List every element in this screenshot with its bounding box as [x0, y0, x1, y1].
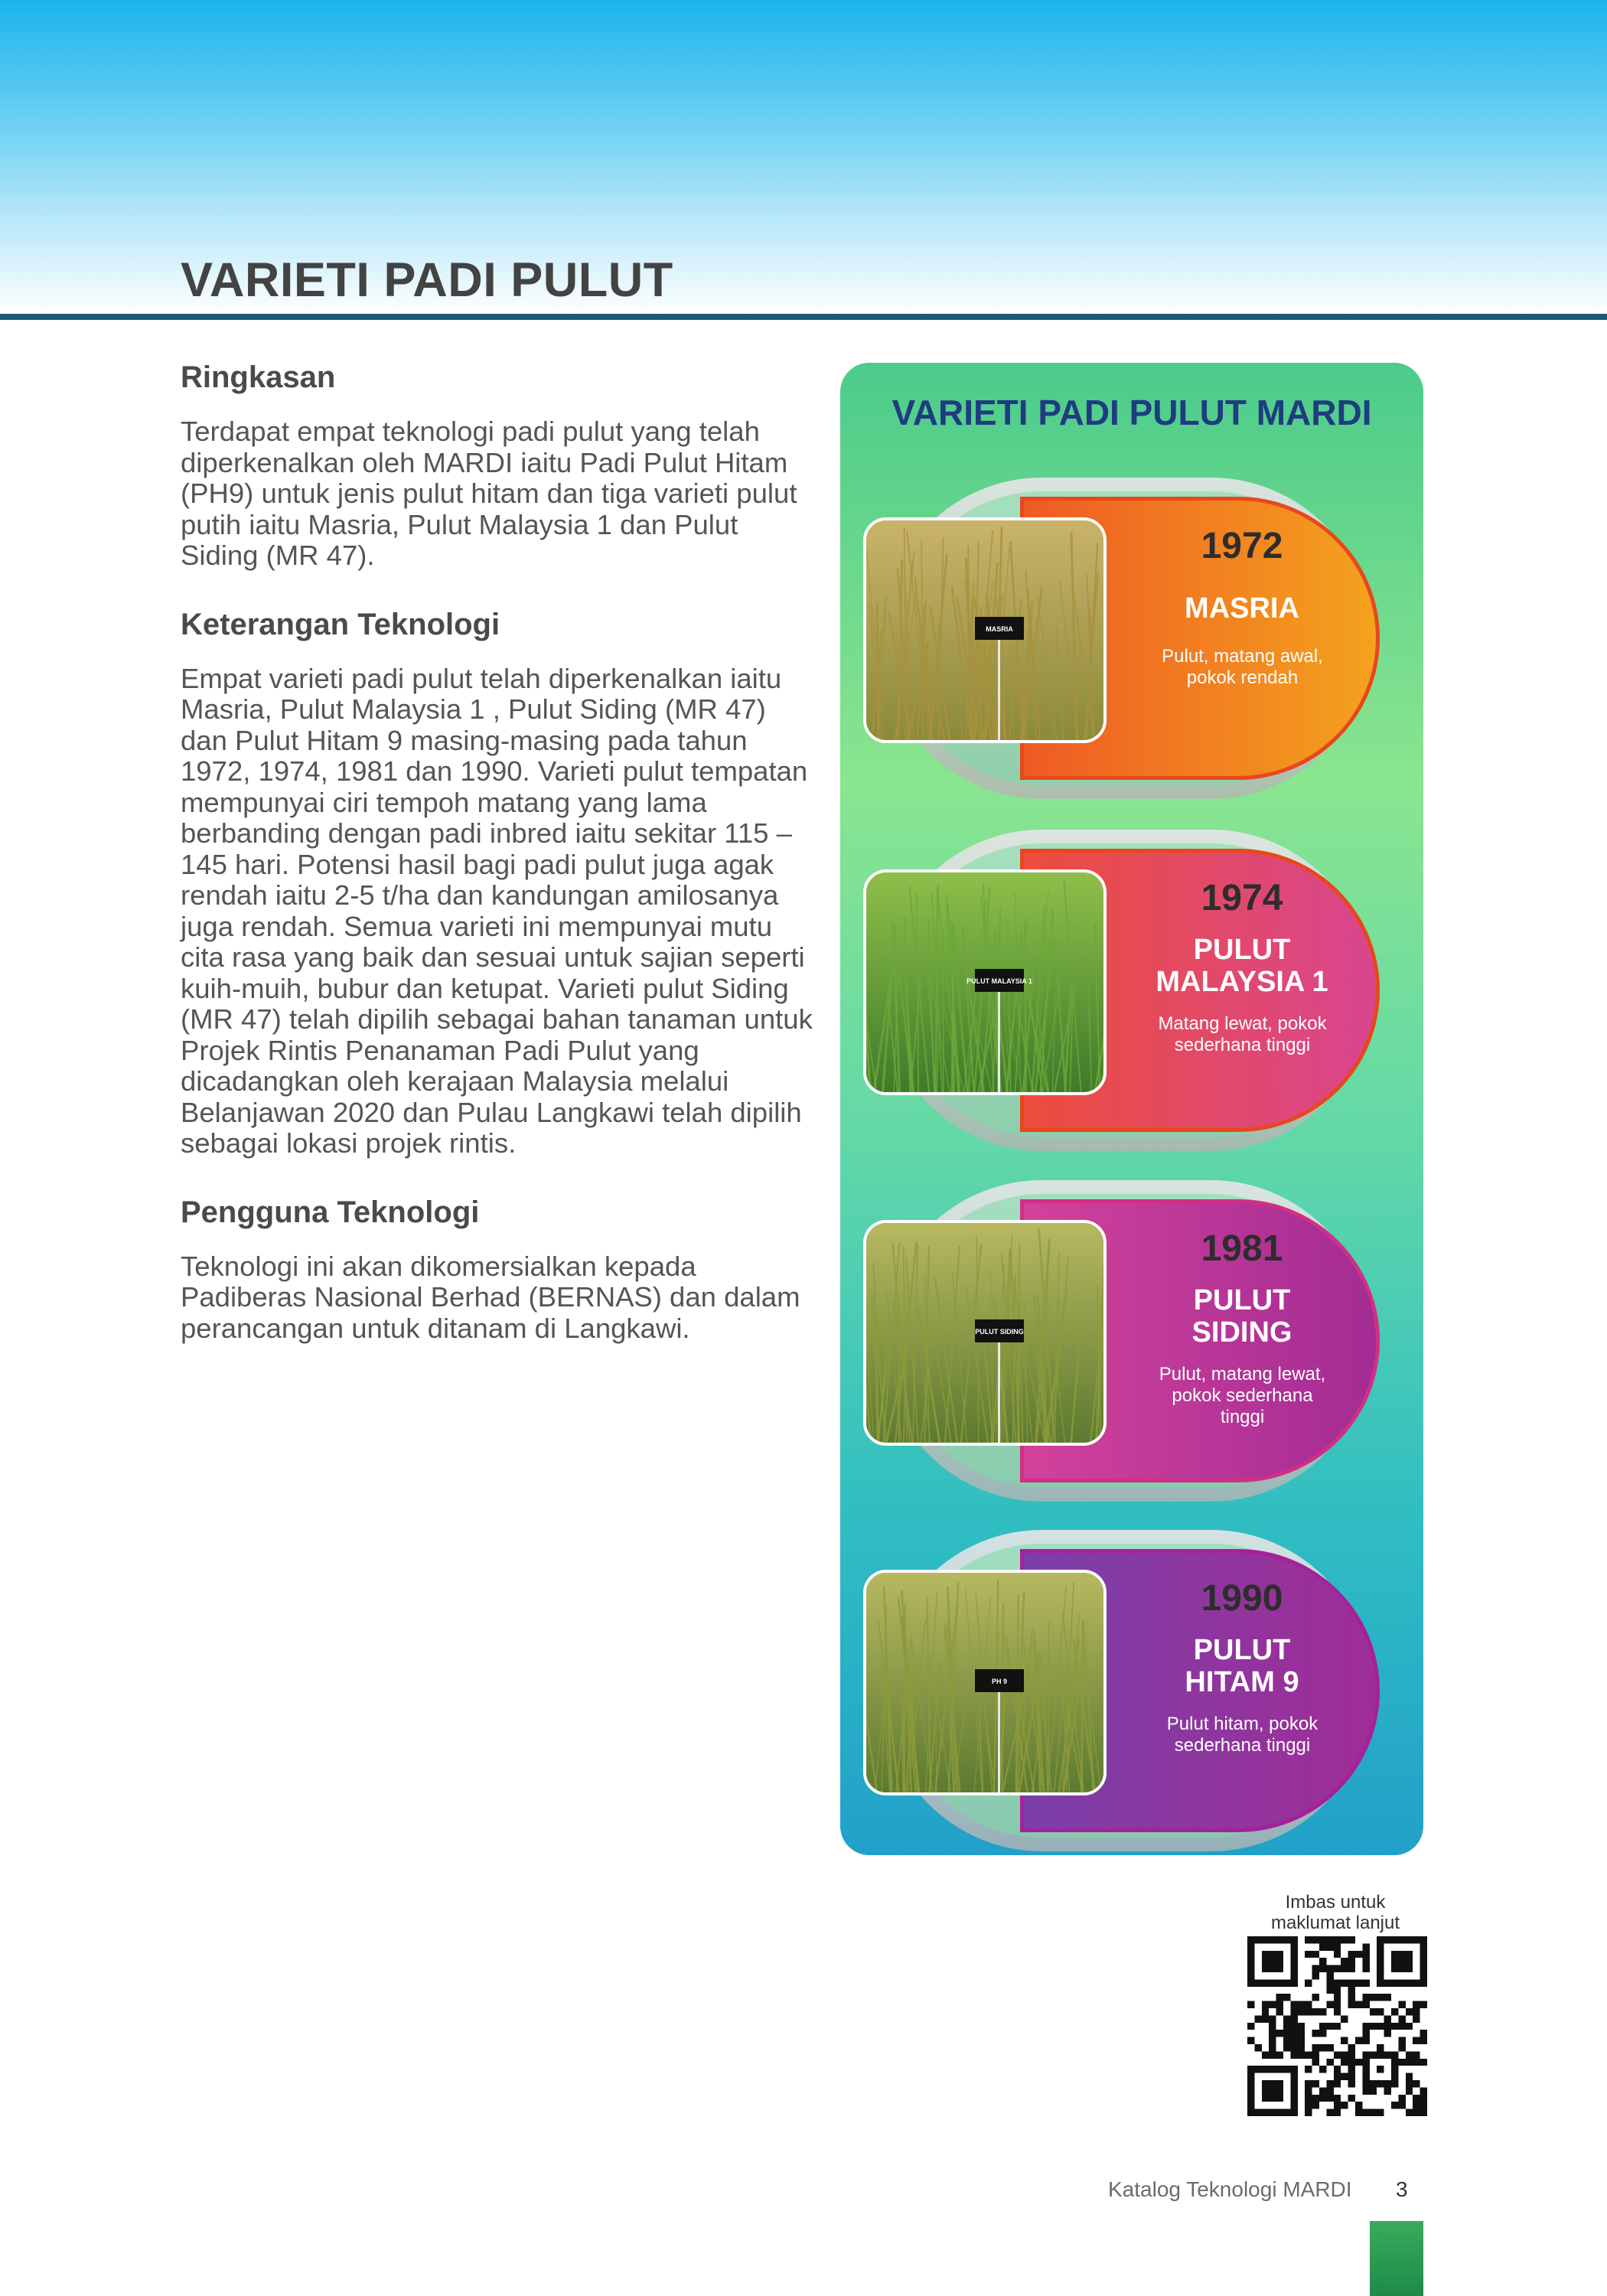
- variety-description: [1129, 1364, 1355, 1428]
- svg-text:MASRIA: MASRIA: [986, 625, 1013, 633]
- variety-name: [1123, 1634, 1361, 1698]
- variety-description-line: Pulut, matang awal,: [1162, 646, 1323, 667]
- variety-description: [1129, 1714, 1355, 1756]
- page-title: VARIETI PADI PULUT: [181, 253, 673, 307]
- title-rule: [0, 314, 1607, 320]
- section-heading-keterangan: Keterangan Teknologi: [181, 607, 500, 641]
- variety-description-line: Matang lewat, pokok: [1158, 1013, 1327, 1034]
- variety-photo: [863, 517, 1107, 743]
- qr-code[interactable]: [1247, 1936, 1427, 2116]
- variety-description: [1129, 1013, 1355, 1056]
- catalog-name: Katalog Teknologi MARDI: [1108, 2177, 1352, 2201]
- variety-card: [840, 1180, 1423, 1502]
- variety-name: [1123, 1284, 1361, 1349]
- section-body-ringkasan: Terdapat empat teknologi padi pulut yang telah diperkenalkan oleh MARDI iaitu Padi Pulut Hitam (PH9) untuk jenis pulut hitam dan tiga varieti pulut putih iaitu Masria, Pulut Malaysia 1 dan Pulut Siding (MR 47).: [181, 416, 797, 571]
- qr-label: [1232, 1892, 1439, 1933]
- svg-text:PULUT SIDING: PULUT SIDING: [975, 1328, 1024, 1336]
- variety-name-line: PULUT: [1193, 934, 1291, 966]
- variety-year: 1990: [1201, 1578, 1283, 1619]
- variety-name: [1123, 934, 1361, 998]
- variety-description-line: pokok sederhana: [1172, 1385, 1313, 1406]
- variety-photo: [863, 869, 1107, 1095]
- qr-label-line: Imbas untuk: [1285, 1892, 1386, 1913]
- panel-title: VARIETI PADI PULUT MARDI: [892, 393, 1372, 432]
- footer-bar: [1370, 2221, 1423, 2296]
- svg-text:PULUT MALAYSIA 1: PULUT MALAYSIA 1: [966, 977, 1032, 985]
- variety-name-line: SIDING: [1191, 1316, 1292, 1349]
- variety-year: 1972: [1201, 526, 1283, 566]
- variety-description-line: sederhana tinggi: [1174, 1735, 1311, 1756]
- variety-name-line: MASRIA: [1185, 592, 1299, 625]
- content-column: [181, 358, 816, 1378]
- page-number: 3: [1396, 2177, 1408, 2201]
- svg-text:PH 9: PH 9: [991, 1678, 1008, 1685]
- qr-label-line: maklumat lanjut: [1270, 1913, 1400, 1933]
- variety-year: 1981: [1201, 1228, 1283, 1269]
- variety-name-line: HITAM 9: [1185, 1666, 1299, 1698]
- section-body-keterangan: Empat varieti padi pulut telah diperkenalkan iaitu Masria, Pulut Malaysia 1 , Pulut Siding (MR 47) dan Pulut Hitam 9 masing-masing pada tahun 1972, 1974, 1981 dan 1990. Varieti pulut tempatan mempunyai ciri tempoh matang yang lama berbanding dengan padi inbred iaitu sekitar 115 – 145 hari. Potensi hasil bagi padi pulut juga agak rendah iaitu 2-5 t/ha dan kandungan amilosanya juga rendah. Semua varieti ini mempunyai mutu cita rasa yang baik dan sesuai untuk sajian seperti kuih-muih, bubur dan ketupat. Varieti pulut Siding (MR 47) telah dipilih sebagai bahan tanaman untuk Projek Rintis Penanaman Padi Pulut yang dicadangkan oleh kerajaan Malaysia melalui Belanjawan 2020 dan Pulau Langkawi telah dipilih sebagai lokasi projek rintis.: [181, 662, 813, 1159]
- variety-description-line: Pulut hitam, pokok: [1166, 1714, 1319, 1734]
- variety-name-line: PULUT: [1193, 1284, 1291, 1316]
- section-body-pengguna: Teknologi ini akan dikomersialkan kepada Padiberas Nasional Berhad (BERNAS) dan dalam perancangan untuk ditanam di Langkawi.: [181, 1250, 800, 1344]
- variety-description-line: sederhana tinggi: [1174, 1035, 1311, 1055]
- variety-name-line: PULUT: [1193, 1634, 1291, 1666]
- variety-name: [1123, 592, 1361, 625]
- variety-card: [840, 830, 1423, 1151]
- variety-description: [1129, 646, 1355, 689]
- variety-year: 1974: [1201, 878, 1283, 918]
- variety-description-line: pokok rendah: [1186, 667, 1299, 688]
- section-heading-pengguna: Pengguna Teknologi: [181, 1195, 480, 1229]
- variety-description-line: Pulut, matang lewat,: [1159, 1364, 1326, 1384]
- variety-photo: [863, 1570, 1107, 1795]
- variety-card: [840, 1530, 1423, 1851]
- varieties-panel: [840, 363, 1423, 1855]
- variety-name-line: MALAYSIA 1: [1156, 966, 1328, 998]
- section-heading-ringkasan: Ringkasan: [181, 360, 336, 394]
- variety-description-line: tinggi: [1220, 1407, 1265, 1427]
- variety-photo: [863, 1220, 1107, 1446]
- variety-card: [840, 478, 1423, 799]
